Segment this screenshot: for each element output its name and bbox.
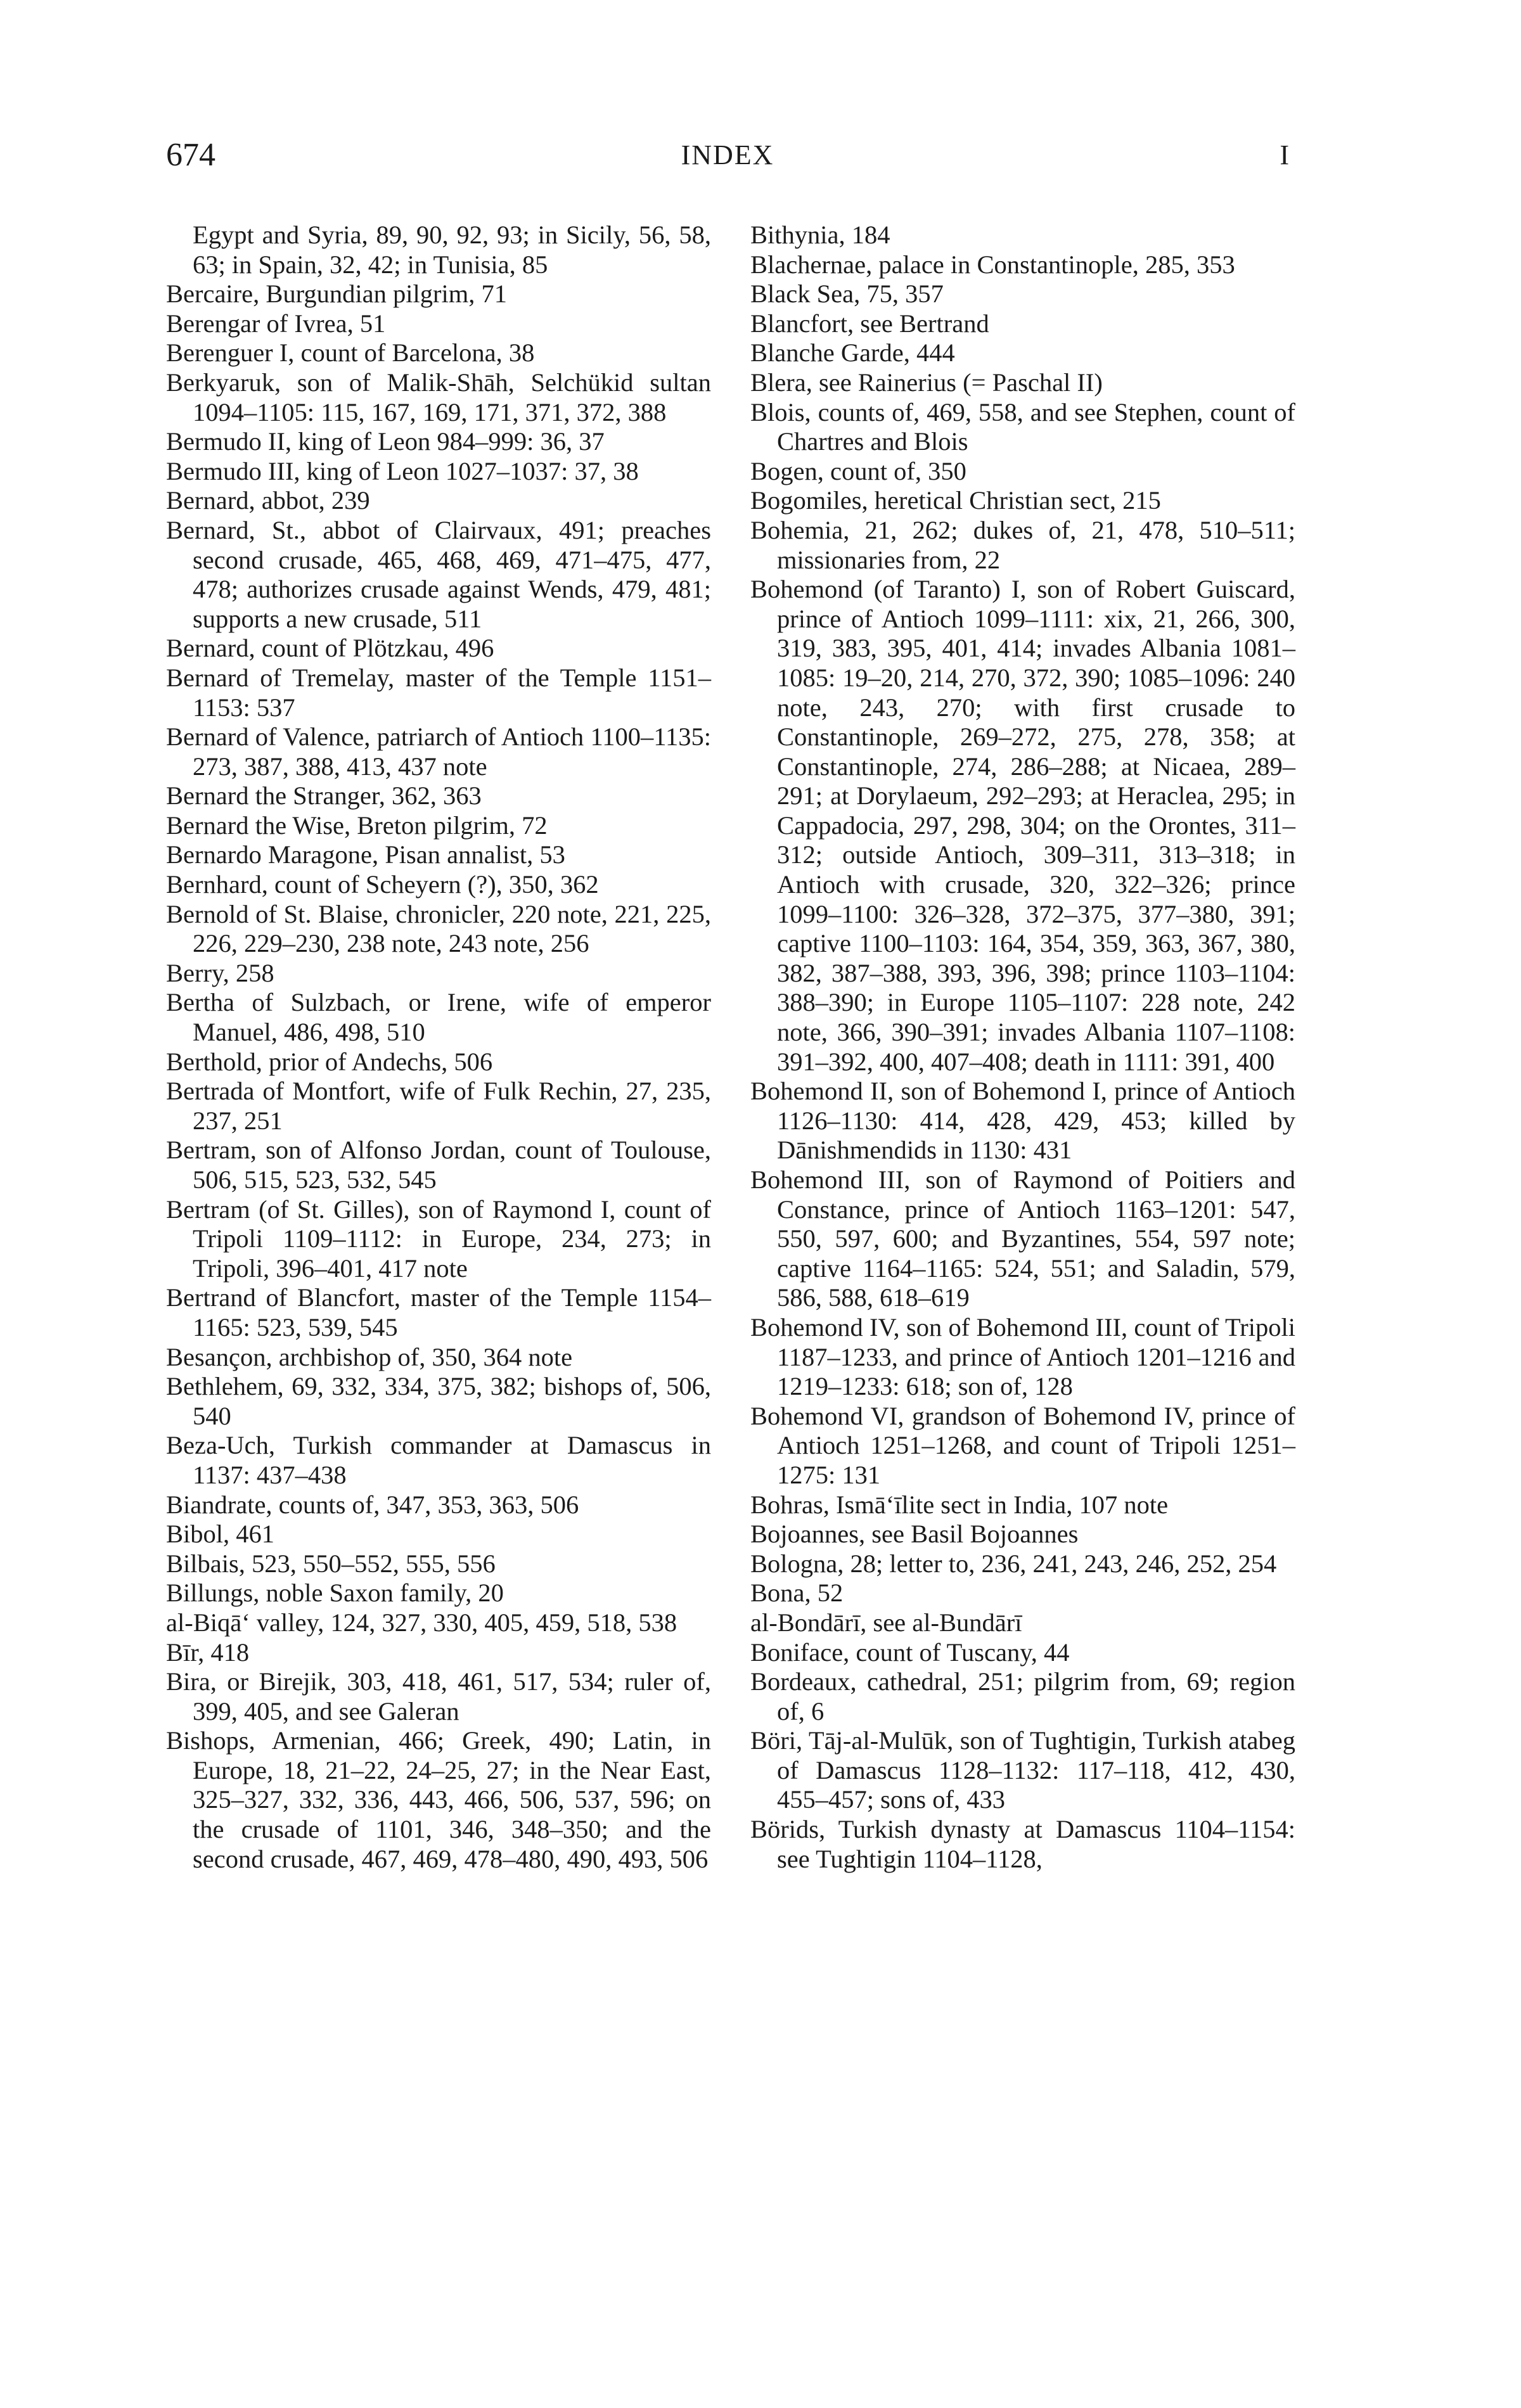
index-entry: Bertha of Sulzbach, or Irene, wife of emperor Manuel, 486, 498, 510 [166, 988, 711, 1047]
running-header [166, 136, 1289, 181]
index-entry: Boniface, count of Tuscany, 44 [750, 1637, 1070, 1667]
index-entry: Bogomiles, heretical Christian sect, 215 [750, 486, 1161, 515]
index-entry: Berkyaruk, son of Malik-Shāh, Selchükid sultan 1094–1105: 115, 167, 169, 171, 371, 372, 388 [166, 368, 711, 426]
index-entry: Bernard of Tremelay, master of the Temple 1151–1153: 537 [166, 663, 711, 722]
index-entry: Bercaire, Burgundian pilgrim, 71 [166, 279, 508, 309]
index-entry: Billungs, noble Saxon family, 20 [166, 1579, 504, 1608]
index-entry: Black Sea, 75, 357 [750, 279, 944, 309]
index-entry: Bertram (of St. Gilles), son of Raymond I, count of Tripoli 1109–1112: in Europe, 234, 273; in Tripoli, 396–401, 417 note [166, 1194, 711, 1283]
running-title: INDEX [681, 139, 774, 170]
index-entry: Bohemond VI, grandson of Bohemond IV, prince of Antioch 1251–1268, and count of Tripoli 1251–1275: 131 [750, 1401, 1295, 1489]
index-entry: Bologna, 28; letter to, 236, 241, 243, 246, 252, 254 [750, 1549, 1277, 1578]
index-entry: al-Biqā‘ valley, 124, 327, 330, 405, 459, 518, 538 [166, 1608, 677, 1637]
index-entry: Bohras, Ismā‘īlite sect in India, 107 note [750, 1490, 1169, 1519]
index-entry: Bilbais, 523, 550–552, 555, 556 [166, 1549, 496, 1578]
index-entry: Berthold, prior of Andechs, 506 [166, 1047, 493, 1076]
index-entry: Bohemond II, son of Bohemond I, prince of Antioch 1126–1130: 414, 428, 429, 453; killed by Dānishmendids in 1130: 431 [750, 1077, 1295, 1165]
index-entry: Bermudo III, king of Leon 1027–1037: 37, 38 [166, 456, 639, 485]
index-entry: Bona, 52 [750, 1579, 844, 1608]
left-index-column [166, 221, 711, 1874]
index-entry: Biandrate, counts of, 347, 353, 363, 506 [166, 1490, 579, 1519]
index-entry: Beza-Uch, Turkish commander at Damascus in 1137: 437–438 [166, 1431, 711, 1489]
index-entry: Besançon, archbishop of, 350, 364 note [166, 1342, 573, 1371]
index-entry: Bethlehem, 69, 332, 334, 375, 382; bishops of, 506, 540 [166, 1372, 711, 1430]
index-entry: Bohemond III, son of Raymond of Poitiers and Constance, prince of Antioch 1163–1201: 547, 550, 597, 600; and Byzantines, 554, 597 note; captive 1164–1165: 524, 551; and Saladin, 579, 586, 588, 618–619 [750, 1165, 1295, 1312]
index-entry: Bermudo II, king of Leon 984–999: 36, 37 [166, 427, 605, 456]
index-entry: Bibol, 461 [166, 1520, 275, 1549]
index-entry: Bordeaux, cathedral, 251; pilgrim from, 69; region of, 6 [750, 1667, 1295, 1726]
index-entry: Egypt and Syria, 89, 90, 92, 93; in Sicily, 56, 58, 63; in Spain, 32, 42; in Tunisia, 85 [193, 221, 711, 279]
signature-mark: I [1280, 139, 1289, 170]
index-entry: Bojoannes, see Basil Bojoannes [750, 1520, 1079, 1549]
index-entry: Bira, or Birejik, 303, 418, 461, 517, 534; ruler of, 399, 405, and see Galeran [166, 1667, 711, 1726]
index-entry: Blachernae, palace in Constantinople, 285, 353 [750, 250, 1235, 279]
index-entry: Bohemond IV, son of Bohemond III, count of Tripoli 1187–1233, and prince of Antioch 1201–1216 and 1219–1233: 618; son of, 128 [750, 1312, 1295, 1401]
index-entry: Blancfort, see Bertrand [750, 309, 989, 338]
index-entry: Bohemia, 21, 262; dukes of, 21, 478, 510–511; missionaries from, 22 [750, 515, 1295, 574]
index-entry: Bernold of St. Blaise, chronicler, 220 note, 221, 225, 226, 229–230, 238 note, 243 note, 256 [166, 899, 711, 958]
index-entry: Bernard the Stranger, 362, 363 [166, 781, 482, 810]
index-entry: Bernardo Maragone, Pisan annalist, 53 [166, 840, 565, 869]
index-entry: Blera, see Rainerius (= Paschal II) [750, 368, 1103, 397]
index-entry: Blois, counts of, 469, 558, and see Stephen, count of Chartres and Blois [750, 397, 1295, 456]
index-entry: al-Bondārī, see al-Bundārī [750, 1608, 1022, 1637]
index-entry: Bertrand of Blancfort, master of the Temple 1154–1165: 523, 539, 545 [166, 1283, 711, 1342]
index-entry: Börids, Turkish dynasty at Damascus 1104–1154: see Tughtigin 1104–1128, [750, 1815, 1295, 1873]
index-entry: Böri, Tāj-al-Mulūk, son of Tughtigin, Turkish atabeg of Damascus 1128–1132: 117–118, 412, 430, 455–457; sons of, 433 [750, 1726, 1295, 1814]
index-entry: Bernard the Wise, Breton pilgrim, 72 [166, 810, 548, 840]
index-entry: Bīr, 418 [166, 1637, 250, 1667]
page-number: 674 [166, 137, 215, 173]
right-index-column [750, 221, 1295, 1874]
index-entry: Bertrada of Montfort, wife of Fulk Rechin, 27, 235, 237, 251 [166, 1077, 711, 1135]
index-entry: Berenguer I, count of Barcelona, 38 [166, 338, 535, 368]
index-entry: Bohemond (of Taranto) I, son of Robert Guiscard, prince of Antioch 1099–1111: xix, 21, 266, 300, 319, 383, 395, 401, 414; invades Albania 1081–1085: 19–20, 214, 270, 372, 390; 1085–1096: 240 note, 243, 270; with first crusade to Constantinople, 269–272, 275, 278, 358; at Constantinople, 274, 286–288; at Nicaea, 289–291; at Dorylaeum, 292–293; at Heraclea, 295; in Cappadocia, 297, 298, 304; on the Orontes, 311–312; outside Antioch, 309–311, 313–318; in Antioch with crusade, 320, 322–326; prince 1099–1100: 326–328, 372–375, 377–380, 391; captive 1100–1103: 164, 354, 359, 363, 367, 380, 382, 387–388, 393, 396, 398; prince 1103–1104: 388–390; in Europe 1105–1107: 228 note, 242 note, 366, 390–391; invades Albania 1107–1108: 391–392, 400, 407–408; death in 1111: 391, 400 [750, 575, 1295, 1076]
index-entry: Berengar of Ivrea, 51 [166, 309, 386, 338]
index-entry: Bertram, son of Alfonso Jordan, count of Toulouse, 506, 515, 523, 532, 545 [166, 1136, 711, 1194]
index-entry: Bernard, count of Plötzkau, 496 [166, 634, 494, 663]
index-entry: Bishops, Armenian, 466; Greek, 490; Latin, in Europe, 18, 21–22, 24–25, 27; in the Near East, 325–327, 332, 336, 443, 466, 506, 537, 596; on the crusade of 1101, 346, 348–350; and the second crusade, 467, 469, 478–480, 490, 493, 506 [166, 1726, 711, 1873]
index-entry: Bernard, abbot, 239 [166, 486, 370, 515]
index-entry: Bernard of Valence, patriarch of Antioch 1100–1135: 273, 387, 388, 413, 437 note [166, 722, 711, 781]
index-entry: Bithynia, 184 [750, 221, 890, 249]
index-entry: Berry, 258 [166, 958, 274, 987]
index-entry: Blanche Garde, 444 [750, 338, 955, 368]
index-entry: Bogen, count of, 350 [750, 456, 966, 485]
index-entry: Bernard, St., abbot of Clairvaux, 491; preaches second crusade, 465, 468, 469, 471–475, 477, 478; authorizes crusade against Wends, 479, 481; supports a new crusade, 511 [166, 515, 711, 633]
index-entry: Bernhard, count of Scheyern (?), 350, 362 [166, 870, 599, 899]
